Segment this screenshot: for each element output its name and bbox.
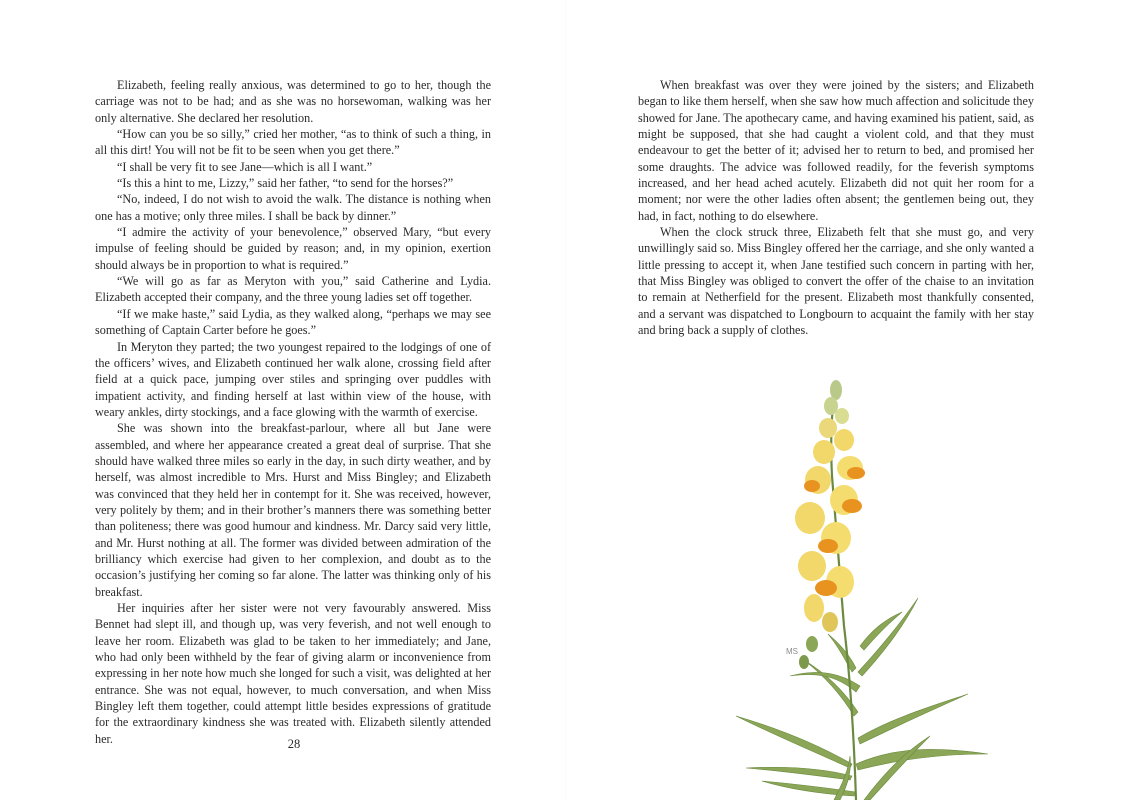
flower-cluster	[795, 380, 865, 669]
paragraph: Her inquiries after her sister were not very favourably answered. Miss Bennet had slept ill, and though up, was very feverish, and not well enough to leave her room. Elizabeth was glad to be taken to her immediately; and Jane, who had only been withheld by the fear of giving alarm or inconvenience from expressing in her note how much she longed for such a visit, was delighted at her entrance. She was not equal, however, to much conversation, and when Miss Bingley left them together, could attempt little besides expressions of gratitude for the extraordinary kindness she was treated with. Elizabeth silently attended her.	[95, 601, 491, 746]
paragraph: “If we make haste,” said Lydia, as they walked along, “perhaps we may see something of Captain Carter before he goes.”	[95, 306, 491, 338]
paragraph: “Is this a hint to me, Lizzy,” said her father, “to send for the horses?”	[117, 176, 454, 191]
paragraph: She was shown into the breakfast-parlour, where all but Jane were assembled, and where her appearance created a great deal of surprise. That she should have walked three miles so early in the day, in such dirty weather, and by herself, was almost incredible to Mrs. Hurst and Miss Bingley; and Elizabeth was convinced that they held her in contempt for it. She was received, however, very politely by them; and in their brother’s manners there was something better than politeness; there was good humour and kindness. Mr. Darcy said very little, and Mr. Hurst nothing at all. The former was divided between admiration of the brilliancy which exercise had given to her complexion, and doubt as to the occasion’s justifying her coming so far alone. The latter was thinking only of his breakfast.	[95, 421, 491, 599]
paragraph: “I shall be very fit to see Jane—which is all I want.”	[117, 159, 373, 174]
paragraph: When breakfast was over they were joined by the sisters; and Elizabeth began to like them herself, when she saw how much affection and solicitude they showed for Jane. The apothecary came, and having examined his patient, said, as might be supposed, that she had caught a violent cold, and that they must endeavour to get the better of it; advised her to return to bed, and promised her some draughts. The advice was followed readily, for the feverish symptoms increased, and her head ached acutely. Elizabeth did not quit her room for a moment; nor were the other ladies often absent; the gentlemen being out, they had, in fact, nothing to do elsewhere.	[638, 78, 1034, 223]
paragraph: “No, indeed, I do not wish to avoid the walk. The distance is nothing when one has a motive; only three miles. I shall be back by dinner.”	[95, 192, 491, 223]
paragraph: Elizabeth, feeling really anxious, was determined to go to her, though the carriage was not to be had; and as she was no horsewoman, walking was her only alternative. She declared her resolution.	[95, 78, 491, 125]
toadflax-illustration	[732, 376, 1002, 800]
right-page-text	[638, 77, 1034, 339]
paragraph: “How can you be so silly,” cried her mother, “as to think of such a thing, in all this dirt! You will not be fit to be seen when you get there.”	[95, 127, 491, 158]
right-page	[566, 0, 1131, 800]
artist-initials: MS	[786, 647, 798, 656]
left-page	[0, 0, 565, 800]
paragraph: In Meryton they parted; the two youngest repaired to the lodgings of one of the officers’ wives, and Elizabeth continued her walk alone, crossing field after field at a quick pace, jumping over stiles and springing over puddles with impatient activity, and finding herself at last within view of the house, with weary ankles, dirty stockings, and a face glowing with the warmth of exercise.	[95, 339, 491, 419]
page-number: 28	[287, 737, 301, 751]
paragraph: “I admire the activity of your benevolence,” observed Mary, “but every impulse of feeling should be guided by reason; and, in my opinion, exertion should always be in proportion to what is required.”	[95, 225, 491, 272]
left-page-text	[95, 77, 491, 747]
paragraph: “We will go as far as Meryton with you,” said Catherine and Lydia. Elizabeth accepted their company, and the three young ladies set off together.	[95, 274, 491, 305]
paragraph: When the clock struck three, Elizabeth felt that she must go, and very unwillingly said so. Miss Bingley offered her the carriage, and she only wanted a little pressing to accept it, when Jane testified such concern in parting with her, that Miss Bingley was obliged to convert the offer of the chaise to an invitation to remain at Netherfield for the present. Elizabeth most thankfully consented, and a servant was dispatched to Longbourn to acquaint the family with her stay and bring back a supply of clothes.	[638, 225, 1034, 338]
leaves	[736, 598, 988, 800]
